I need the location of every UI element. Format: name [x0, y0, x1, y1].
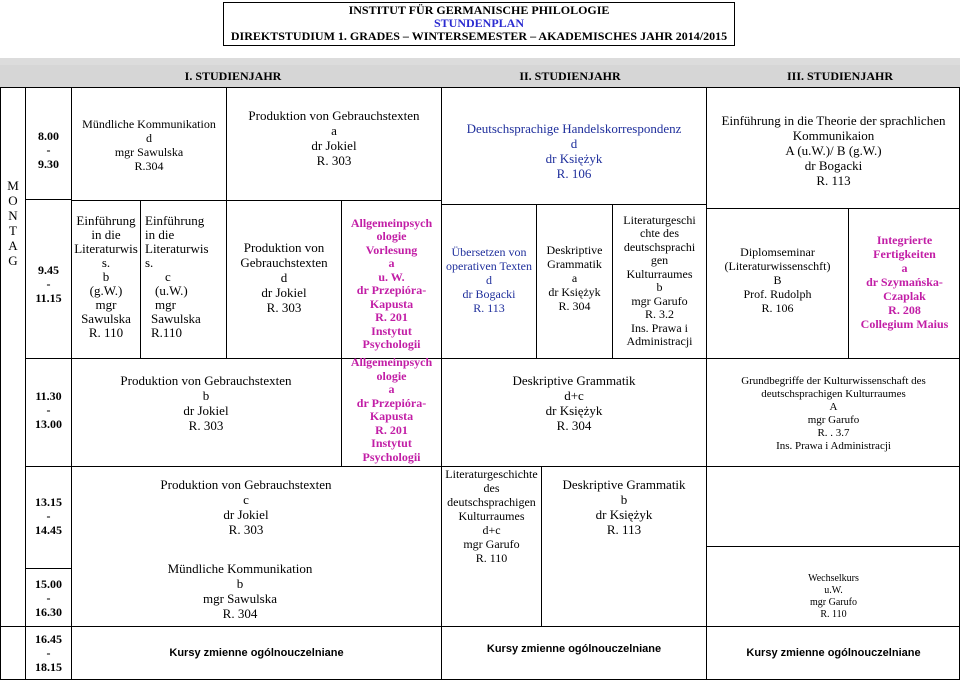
class-wechselkurs[interactable]: Wechselkurs u.W. mgr Garufo R. 110: [808, 573, 859, 620]
time-slot-2: 9.45 - 11.15: [35, 263, 62, 305]
class-produktion-gebrauchstexten-c[interactable]: Produktion von Gebrauchstexten c dr Jokiel R. 303: [160, 477, 332, 537]
class-einfuehrung-literaturwiss-c[interactable]: Einführung in die Literaturwis s. c (u.W.) mgr Sawulska R.110: [145, 213, 209, 340]
class-kursy-zmienne-y3[interactable]: Kursy zmienne ogólnouczelniane: [746, 647, 921, 659]
year-1-label: I. STUDIENJAHR: [184, 69, 282, 83]
class-deskriptive-grammatik-dc[interactable]: Deskriptive Grammatik d+c dr Księżyk R. 304: [512, 373, 636, 433]
time-slot-1: 8.00 - 9.30: [38, 129, 59, 171]
time-slot-5: 15.00 - 16.30: [35, 577, 62, 619]
class-integrierte-fertigkeiten[interactable]: Integrierte Fertigkeiten a dr Szymańska- Czaplak R. 208 Collegium Maius: [860, 233, 949, 331]
class-literaturgeschichte-b[interactable]: Literaturgeschi chte des deutschsprachi gen Kulturraumes b mgr Garufo R. 3.2 Ins. Prawa i Administracji: [623, 212, 696, 348]
class-deutschsprachige-handelskorrespondenz[interactable]: Deutschsprachige Handelskorrespondenz d dr Księżyk R. 106: [466, 121, 682, 181]
time-slot-6: 16.45 - 18.15: [35, 632, 62, 674]
class-allgemeinpsychologie-vorlesung[interactable]: Allgemeinpsych ologie Vorlesung a u. W. dr Przepióra- Kapusta R. 201 Instytut Psychologii: [350, 215, 433, 351]
class-uebersetzen-operativen-texten[interactable]: Übersetzen von operativen Texten d dr Bogacki R. 113: [446, 245, 532, 315]
year-3-label: III. STUDIENJAHR: [786, 69, 894, 83]
class-diplomseminar[interactable]: Diplomseminar (Literaturwissenschft) B Prof. Rudolph R. 106: [724, 245, 831, 315]
institute-title: INSTITUT FÜR GERMANISCHE PHILOLOGIE: [348, 3, 610, 17]
class-deskriptive-grammatik-a[interactable]: Deskriptive Grammatik a dr Księżyk R. 304: [546, 243, 603, 313]
class-einfuehrung-theorie-kommunikation[interactable]: Einführung in die Theorie der sprachlichen Kommunikaion A (u.W.)/ B (g.W.) dr Bogacki R. 113: [721, 112, 946, 188]
class-muendliche-kommunikation-d[interactable]: Mündliche Kommunikation d mgr Sawulska R.304: [82, 117, 216, 173]
plan-title: STUNDENPLAN: [433, 16, 524, 30]
class-kursy-zmienne-y2[interactable]: Kursy zmienne ogólnouczelniane: [486, 643, 662, 655]
class-muendliche-kommunikation-b[interactable]: Mündliche Kommunikation b mgr Sawulska R. 304: [167, 561, 313, 621]
class-allgemeinpsychologie-a[interactable]: Allgemeinpsych ologie a dr Przepióra- Kapusta R. 201 Instytut Psychologii: [350, 356, 433, 464]
study-year-row: [0, 65, 960, 87]
separator-band: [0, 58, 960, 65]
plan-subtitle: DIREKTSTUDIUM 1. GRADES – WINTERSEMESTER – AKADEMISCHES JAHR 2014/2015: [230, 29, 728, 43]
year-2-label: II. STUDIENJAHR: [519, 69, 621, 83]
class-produktion-gebrauchstexten-d[interactable]: Produktion von Gebrauchstexten d dr Jokiel R. 303: [240, 240, 328, 315]
class-produktion-gebrauchstexten-b[interactable]: Produktion von Gebrauchstexten b dr Jokiel R. 303: [120, 373, 292, 433]
class-deskriptive-grammatik-b[interactable]: Deskriptive Grammatik b dr Księżyk R. 113: [562, 477, 686, 537]
schedule-header: [223, 2, 735, 46]
class-grundbegriffe-kulturwissenschaft[interactable]: Grundbegriffe der Kulturwissenschaft des deutschsprachigen Kulturraumes A mgr Garufo R. . 3.7 Ins. Prawa i Administracji: [741, 375, 926, 452]
time-slot-3: 11.30 - 13.00: [35, 389, 62, 431]
day-label-montag: M O N T A G: [7, 178, 19, 268]
class-einfuehrung-literaturwiss-b[interactable]: Einführung in die Literaturwis s. b (g.W.) mgr Sawulska R. 110: [74, 213, 138, 340]
class-produktion-gebrauchstexten-a[interactable]: Produktion von Gebrauchstexten a dr Jokiel R. 303: [248, 108, 420, 168]
class-kursy-zmienne-y1[interactable]: Kursy zmienne ogólnouczelniane: [169, 647, 344, 659]
class-literaturgeschichte-dc[interactable]: Literaturgeschichte des deutschsprachigen Kulturraumes d+c mgr Garufo R. 110: [445, 468, 538, 564]
time-slot-4: 13.15 - 14.45: [35, 495, 62, 537]
